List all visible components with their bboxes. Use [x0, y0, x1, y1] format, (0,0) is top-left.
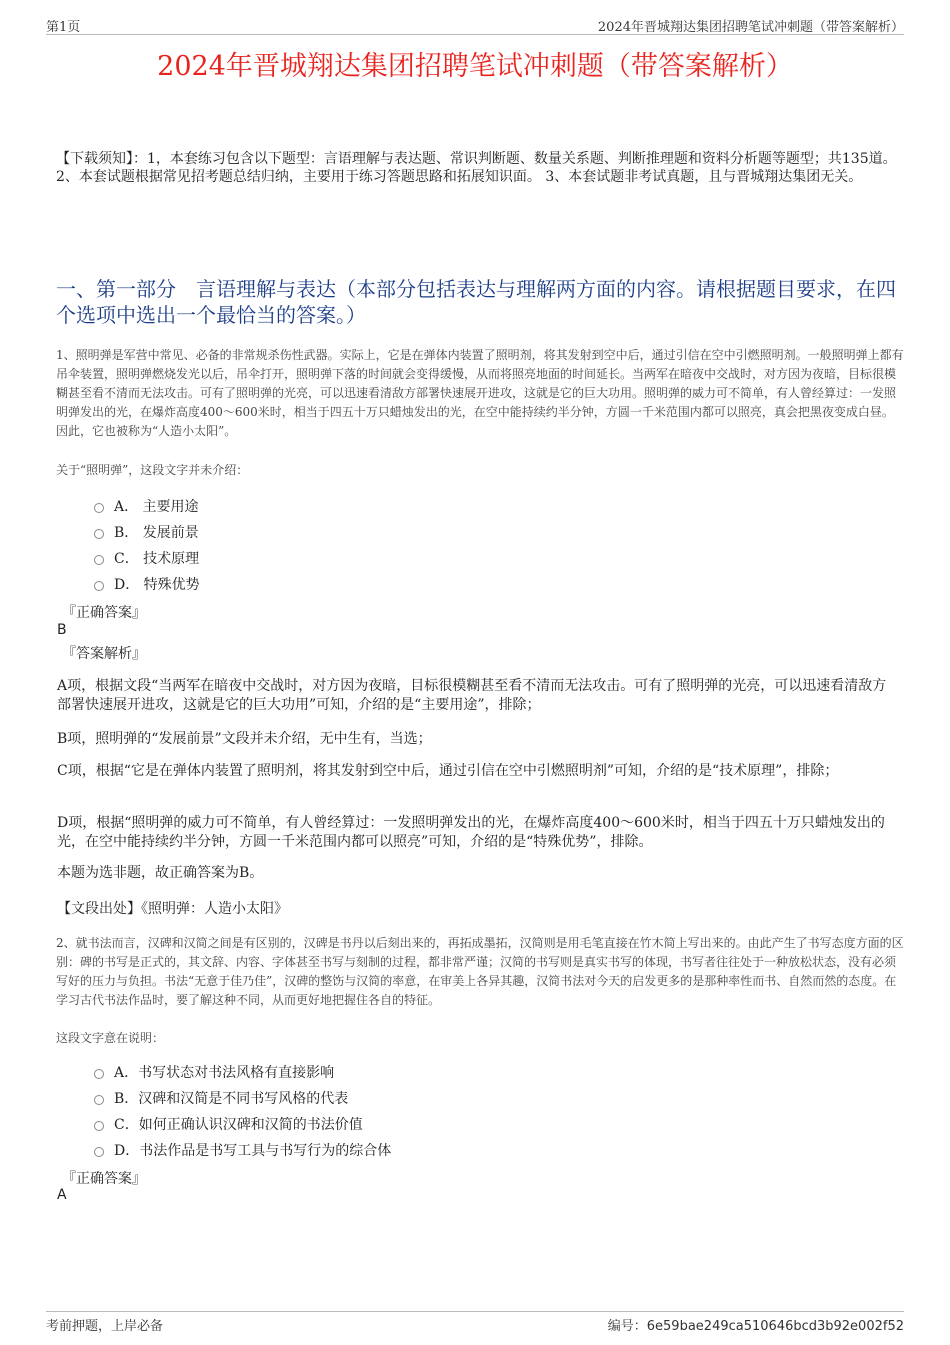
- q2-answer: A: [57, 1187, 67, 1203]
- q1-answer: B: [57, 622, 67, 638]
- option-a[interactable]: [94, 493, 200, 519]
- option-label: D． 特殊优势: [114, 577, 200, 593]
- q1-question: 关于“照明弹”，这段文字并未介绍：: [56, 463, 249, 477]
- radio-icon[interactable]: [94, 1069, 104, 1079]
- q1-answer-label: 『正确答案』: [62, 605, 146, 621]
- q1-conclusion: 本题为选非题，故正确答案为B。: [57, 865, 264, 881]
- q2-options: [94, 1059, 391, 1163]
- q1-passage: 1、照明弹是军营中常见、必备的非常规杀伤性武器。实际上，它是在弹体内装置了照明剂，将其发射到空中后，通过引信在空中引燃照明剂。一般照明弹上都有吊伞装置，照明弹燃烧发光以后，吊伞打开，照明弹下落的时间就会变得缓慢，从而将照亮地面的时间延长。当两军在暗夜中交战时，对方因为夜暗，目标很模糊甚至看不清而无法攻击。可有了照明弹的光亮，可以迅速看清敌方部署快速展开进攻，这就是它的巨大功用。照明弹的威力可不简单，有人曾经算过：一发照明弹发出的光，在爆炸高度400～600米时，相当于四五十万只蜡烛发出的光，在空中能持续约半分钟，方圆一千米范围内都可以照亮，真会把黑夜变成白昼。因此，它也被称为“人造小太阳”。: [56, 348, 904, 438]
- page-footer: [46, 1311, 904, 1336]
- option-label: D．书法作品是书写工具与书写行为的综合体: [114, 1143, 392, 1159]
- radio-icon[interactable]: [94, 1121, 104, 1131]
- option-label: A． 主要用途: [114, 499, 199, 515]
- option-c[interactable]: [94, 545, 200, 571]
- footer-code-label: 编号：: [607, 1319, 647, 1334]
- option-b[interactable]: [94, 1085, 391, 1111]
- q2-passage: 2、就书法而言，汉碑和汉简之间是有区别的，汉碑是书丹以后刻出来的，再拓成墨拓，汉简则是用毛笔直接在竹木简上写出来的。由此产生了书写态度方面的区别：碑的书写是正式的，其文辞、内容、字体甚至书写与刻制的过程，都非常严谨；汉简的书写则是真实书写的体现，书写者往往处于一种放松状态，没有必须写好的压力与负担。书法“无意于佳乃佳”，汉碑的整饬与汉简的率意，在审美上各异其趣，汉简书法对今天的启发更多的是那种率性而书、自然而然的态度。在学习古代书法作品时，要了解这种不同，从而更好地把握住各自的特征。: [56, 936, 904, 1007]
- page-header: [46, 14, 904, 35]
- option-d[interactable]: [94, 571, 200, 597]
- option-label: B．汉碑和汉简是不同书写风格的代表: [114, 1091, 349, 1107]
- radio-icon[interactable]: [94, 503, 104, 513]
- footer-code: [608, 1315, 904, 1334]
- option-label: C． 技术原理: [114, 551, 200, 567]
- option-label: B． 发展前景: [114, 525, 199, 541]
- q2-answer-label: 『正确答案』: [62, 1171, 146, 1187]
- q1-analysis-b: B项，照明弹的“发展前景”文段并未介绍，无中生有，当选；: [57, 731, 432, 747]
- footer-code-value: 6e59bae249ca510646bcd3b92e002f52: [646, 1319, 904, 1334]
- q2-question: 这段文字意在说明：: [56, 1031, 165, 1045]
- q1-analysis-a: A项，根据文段“当两军在暗夜中交战时，对方因为夜暗，目标很模糊甚至看不清而无法攻击。可有了照明弹的光亮，可以迅速看清敌方部署快速展开进攻，这就是它的巨大功用”可知，介绍的是“主要用途”，排除；: [57, 678, 887, 713]
- header-doc-title: 2024年晋城翔达集团招聘笔试冲刺题（带答案解析）: [597, 20, 904, 35]
- page-title: 2024年晋城翔达集团招聘笔试冲刺题（带答案解析）: [157, 51, 793, 82]
- option-a[interactable]: [94, 1059, 391, 1085]
- q1-analysis-d: D项，根据“照明弹的威力可不简单，有人曾经算过：一发照明弹发出的光，在爆炸高度400～600米时，相当于四五十万只蜡烛发出的光，在空中能持续约半分钟，方圆一千米范围内都可以照亮”可知，介绍的是“特殊优势”，排除。: [57, 815, 885, 850]
- q1-analysis-c: C项，根据“它是在弹体内装置了照明剂，将其发射到空中后，通过引信在空中引燃照明剂”可知，介绍的是“技术原理”，排除；: [57, 763, 839, 779]
- radio-icon[interactable]: [94, 1095, 104, 1105]
- option-b[interactable]: [94, 519, 200, 545]
- option-label: C．如何正确认识汉碑和汉简的书法价值: [114, 1117, 363, 1133]
- section-title: 一、第一部分 言语理解与表达（本部分包括表达与理解两方面的内容。请根据题目要求，在四个选项中选出一个最恰当的答案。）: [56, 277, 896, 327]
- option-label: A．书写状态对书法风格有直接影响: [114, 1065, 335, 1081]
- page-number: 第1页: [46, 20, 81, 35]
- radio-icon[interactable]: [94, 1147, 104, 1157]
- q1-analysis-label: 『答案解析』: [62, 646, 146, 662]
- footer-slogan: 考前押题，上岸必备: [46, 1319, 164, 1334]
- radio-icon[interactable]: [94, 529, 104, 539]
- option-c[interactable]: [94, 1111, 391, 1137]
- option-d[interactable]: [94, 1137, 391, 1163]
- q1-source: 【文段出处】《照明弹：人造小太阳》: [57, 901, 288, 917]
- download-notice: 【下载须知】：1，本套练习包含以下题型：言语理解与表达题、常识判断题、数量关系题、判断推理题和资料分析题等题型；共135道。 2、本套试题根据常见招考题总结归纳，主要用于练习答题思路和拓展知识面。 3、本套试题非考试真题，且与晋城翔达集团无关。: [56, 151, 897, 185]
- radio-icon[interactable]: [94, 555, 104, 565]
- q1-options: [94, 493, 200, 597]
- radio-icon[interactable]: [94, 581, 104, 591]
